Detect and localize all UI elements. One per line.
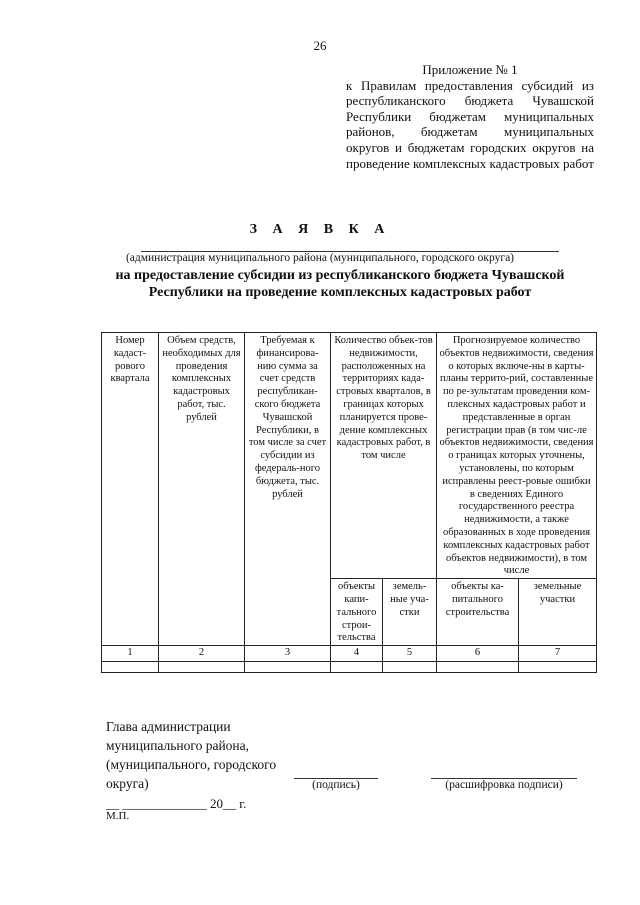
column-number: 5 bbox=[383, 646, 437, 662]
empty-cell bbox=[159, 661, 245, 672]
column-number: 6 bbox=[437, 646, 519, 662]
form-title: З А Я В К А bbox=[249, 222, 391, 237]
column-number: 4 bbox=[331, 646, 383, 662]
header-cadastral-quarter: Номер кадаст-рового квартала bbox=[102, 333, 159, 646]
head-position: Глава администрации муниципального района, (муниципального, городского округа) bbox=[106, 719, 277, 791]
appendix-block bbox=[346, 62, 594, 171]
column-number: 2 bbox=[159, 646, 245, 662]
header-funds-volume: Объем средств, необходимых для проведения комплексных кадастровых работ, тыс. рублей bbox=[159, 333, 245, 646]
subheader-capital-objects: объекты капи-тального строи-тельства bbox=[331, 579, 383, 646]
column-number: 7 bbox=[519, 646, 597, 662]
empty-cell bbox=[437, 661, 519, 672]
empty-data-row bbox=[102, 661, 597, 672]
empty-cell bbox=[519, 661, 597, 672]
appendix-title: Приложение № 1 bbox=[422, 62, 518, 77]
appendix-text: к Правилам предоставления субсидий из республиканского бюджета Чувашской Республики бюджетам муниципальных районов, бюджетам муниципальных округов и бюджетам городских округов на проведение комплексных кадастровых работ bbox=[346, 77, 594, 171]
subheader-forecast-land-plots: земельные участки bbox=[519, 579, 597, 646]
header-objects-count: Количество объек-тов недвижимости, расположенных на территориях када-стровых кварталов, в границах которых планируется прове-дение комплексных кадастровых работ, в том числе bbox=[331, 333, 437, 579]
signature-decode-caption: (расшифровка подписи) bbox=[445, 779, 563, 791]
page-number: 26 bbox=[313, 38, 327, 53]
date-line: __ _____________ 20__ г. bbox=[106, 796, 247, 811]
subheader-land-plots: земель-ные уча-стки bbox=[383, 579, 437, 646]
empty-cell bbox=[102, 661, 159, 672]
header-forecast-count: Прогнозируемое количество объектов недвижимости, сведения о которых включе-ны в карты-планы террито-рий, составленные по ре-зультатам проведения ком-плексных кадастровых работ и представленные в орган регистрации прав (в том чис-ле объектов недвижимости, сведения о границах которых уточнены, установлены, по которым исправлены реест-ровые ошибки в сведениях Единого государственного реестра недвижимости, а также образованных в ходе проведения комплексных кадастровых работ объектов недвижимости), в том числе bbox=[437, 333, 597, 579]
form-subtitle: на предоставление субсидии из республиканского бюджета Чувашской Республики на проведение комплексных кадастровых работ bbox=[115, 268, 565, 300]
admin-caption: (администрация муниципального района (муниципального, городского округа) bbox=[125, 252, 515, 264]
subheader-forecast-capital-objects: объекты ка-питального строительства bbox=[437, 579, 519, 646]
empty-cell bbox=[331, 661, 383, 672]
column-number: 3 bbox=[245, 646, 331, 662]
application-table bbox=[101, 332, 597, 673]
stamp-place: М.П. bbox=[106, 810, 130, 822]
table-header-row bbox=[102, 333, 597, 579]
empty-cell bbox=[245, 661, 331, 672]
signature-caption: (подпись) bbox=[312, 779, 360, 791]
column-number-row bbox=[102, 646, 597, 662]
header-required-sum: Требуемая к финансирова-нию сумма за счет средств республикан-ского бюджета Чувашской Республики, в том числе за счет субсидии из федераль-ного бюджета, тыс. рублей bbox=[245, 333, 331, 646]
empty-cell bbox=[383, 661, 437, 672]
column-number: 1 bbox=[102, 646, 159, 662]
